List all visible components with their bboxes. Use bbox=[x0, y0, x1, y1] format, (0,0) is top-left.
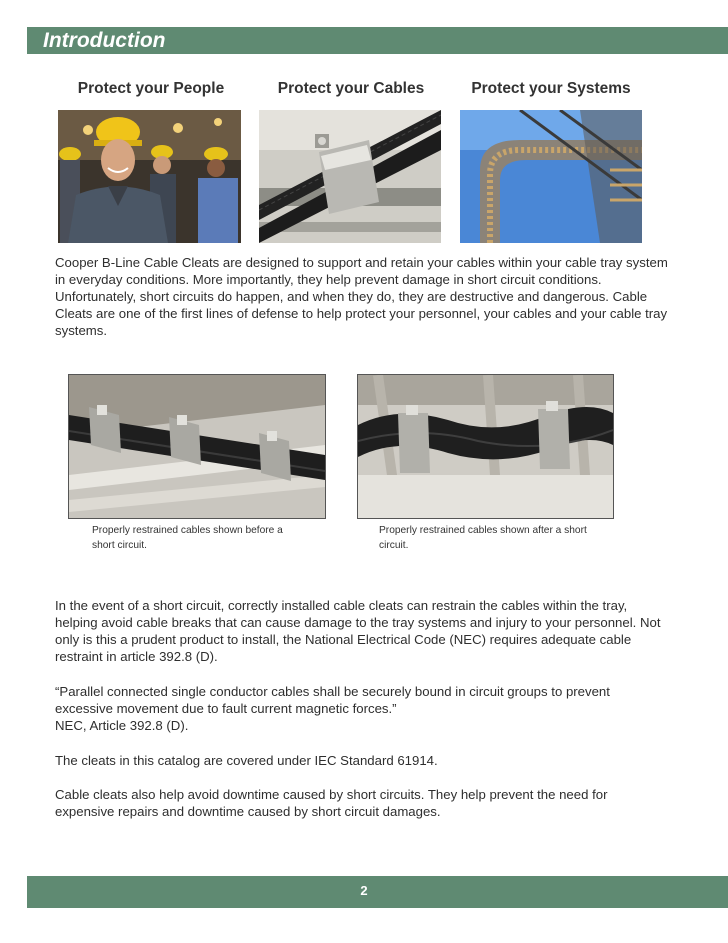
intro-paragraph: Cooper B-Line Cable Cleats are designed to support and retain your cables within your cable tray system in everyday conditions. More importantly, they help prevent damage in short circuit conditions. Unfortunately, short circuits do happen, and when they do, they are destructive and dangerous. Cable Cleats are one of the first lines of defense to help protect your personnel, your cables and your cable tray systems. bbox=[55, 255, 668, 338]
nec-quote-source: NEC, Article 392.8 (D). bbox=[55, 718, 189, 733]
body-paragraph-4: Cable cleats also help avoid downtime caused by short circuits. They help prevent the need for expensive repairs and downtime caused by short circuit damages. bbox=[55, 787, 608, 819]
heading-protect-cables: Protect your Cables bbox=[277, 80, 425, 97]
heading-protect-people: Protect your People bbox=[77, 80, 225, 97]
photo-workers bbox=[58, 110, 241, 243]
caption-before: Properly restrained cables shown before a short circuit. bbox=[92, 525, 283, 551]
nec-quote: “Parallel connected single conductor cables shall be securely bound in circuit groups to prevent excessive movement due to fault current magnetic forces.” bbox=[55, 684, 610, 716]
page-title: Introduction bbox=[43, 29, 166, 52]
footer-bar bbox=[27, 876, 728, 908]
photo-cables-before bbox=[68, 374, 326, 519]
body-paragraph-1: In the event of a short circuit, correctly installed cable cleats can restrain the cables within the tray, helping avoid cable breaks that can cause damage to the tray systems and injury to your personnel. Not only is this a prudent product to install, the National Electrical Code (NEC) requires adequate cable restraint in article 392.8 (D). bbox=[55, 598, 661, 664]
photo-cable-cleat bbox=[259, 110, 441, 243]
caption-after: Properly restrained cables shown after a short circuit. bbox=[379, 525, 587, 551]
page-number: 2 bbox=[360, 883, 368, 898]
body-paragraph-3: The cleats in this catalog are covered under IEC Standard 61914. bbox=[55, 753, 438, 768]
photo-cables-after bbox=[357, 374, 614, 519]
header-bar bbox=[27, 27, 728, 54]
photo-tray-system bbox=[460, 110, 642, 243]
heading-protect-systems: Protect your Systems bbox=[471, 80, 631, 97]
